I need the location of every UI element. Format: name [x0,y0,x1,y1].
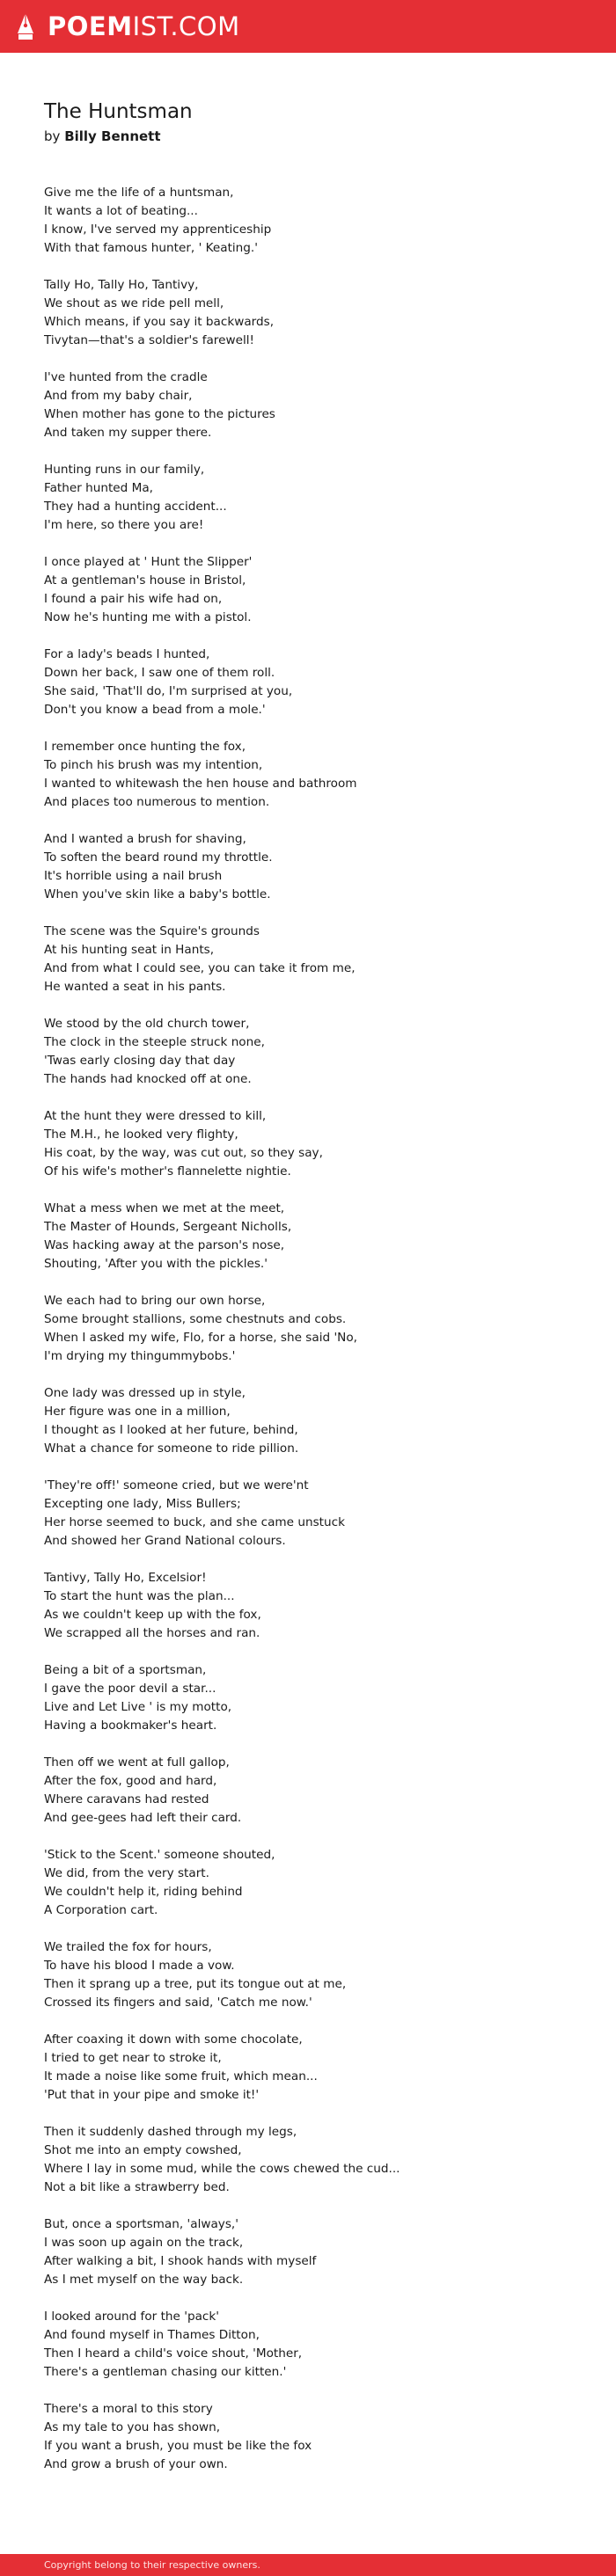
poem-line: I'm drying my thingummybobs.' [44,1349,236,1363]
poem-line: With that famous hunter, ' Keating.' [44,241,258,255]
poem-stanza [44,830,572,904]
poem-stanza [44,2400,572,2474]
poem-line: At the hunt they were dressed to kill, [44,1109,267,1123]
poem-line: The clock in the steeple struck none, [44,1035,265,1049]
poem-line: As we couldn't keep up with the fox, [44,1608,261,1622]
poem-title: The Huntsman [44,100,193,123]
poem-line: A Corporation cart. [44,1903,158,1917]
poem-line: Then it suddenly dashed through my legs, [44,2125,297,2139]
poem-line: One lady was dressed up in style, [44,1386,246,1400]
poem-line: It's horrible using a nail brush [44,869,223,883]
poem-line: It wants a lot of beating... [44,204,198,218]
poem-line: When mother has gone to the pictures [44,407,275,421]
poem-line: 'Put that in your pipe and smoke it!' [44,2088,260,2102]
poem-line: There's a moral to this story [44,2402,213,2416]
poem-line: Having a bookmaker's heart. [44,1719,217,1733]
poem-line: And gee-gees had left their card. [44,1811,242,1825]
poem-line: Shot me into an empty cowshed, [44,2143,242,2157]
poem-line: Where I lay in some mud, while the cows chewed the cud... [44,2162,400,2176]
brand-name-light: IST.COM [132,11,240,41]
poem-stanza [44,553,572,627]
poem-line: Her horse seemed to buck, and she came unstuck [44,1515,345,1529]
poem-line: It made a noise like some fruit, which mean... [44,2069,318,2083]
poem-stanza [44,1384,572,1458]
byline-prefix: by [44,128,61,144]
poem-line: Live and Let Live ' is my motto, [44,1700,232,1714]
poem-line: The M.H., he looked very flighty, [44,1127,238,1142]
poem-line: Then I heard a child's voice shout, 'Mother, [44,2346,303,2361]
poem-stanza [44,923,572,996]
poem-stanza [44,2308,572,2382]
brand-name-bold: POEM [48,11,133,41]
poem-line: When I asked my wife, Flo, for a horse, she said 'No, [44,1331,357,1345]
poem-line: What a chance for someone to ride pillion. [44,1441,299,1456]
poem-line: After the fox, good and hard, [44,1774,217,1788]
poem-line: To pinch his brush was my intention, [44,758,263,772]
poem-line: And showed her Grand National colours. [44,1534,286,1548]
poem-line: When you've skin like a baby's bottle. [44,887,271,901]
poem-line: And found myself in Thames Ditton, [44,2328,260,2342]
poem-line: As my tale to you has shown, [44,2420,221,2434]
poem-line: I'm here, so there you are! [44,518,204,532]
poem-line: She said, 'That'll do, I'm surprised at you, [44,684,293,698]
poem-line: We stood by the old church tower, [44,1017,250,1031]
poem-byline [44,128,572,145]
poem-line: The Master of Hounds, Sergeant Nicholls, [44,1220,292,1234]
poem-line: He wanted a seat in his pants. [44,980,226,994]
poem-line: I was soon up again on the track, [44,2236,244,2250]
poem-line: Tivytan—that's a soldier's farewell! [44,333,254,347]
poem-line: They had a hunting accident... [44,500,227,514]
poem-line: Being a bit of a sportsman, [44,1663,207,1677]
site-footer [0,2554,616,2576]
poem-line: I thought as I looked at her future, behind, [44,1423,298,1437]
poem-line: We each had to bring our own horse, [44,1294,266,1308]
poem-line: And grow a brush of your own. [44,2457,228,2471]
poem-stanza [44,2215,572,2289]
poem-line: There's a gentleman chasing our kitten.' [44,2365,287,2379]
poem-line: Not a bit like a strawberry bed. [44,2180,230,2194]
poem-line: I found a pair his wife had on, [44,592,223,606]
poem-stanza [44,1200,572,1273]
poem-line: As I met myself on the way back. [44,2273,244,2287]
poem-stanza [44,1846,572,1920]
poem-line: For a lady's beads I hunted, [44,647,210,661]
poem-stanza [44,461,572,535]
poem-line: Of his wife's mother's flannelette nightie. [44,1164,291,1179]
poem-line: Excepting one lady, Miss Bullers; [44,1497,241,1511]
poem-stanza [44,2123,572,2197]
poem-stanza [44,1107,572,1181]
poem-stanza [44,1015,572,1089]
poem-line: We couldn't help it, riding behind [44,1885,243,1899]
poem-line: We did, from the very start. [44,1866,209,1880]
poem-line: To start the hunt was the plan... [44,1589,235,1603]
poem-stanza [44,184,572,258]
poem-line: We shout as we ride pell mell, [44,296,224,310]
poem-line: I know, I've served my apprenticeship [44,223,272,237]
poem-stanza [44,1661,572,1735]
poem-line: And I wanted a brush for shaving, [44,832,246,846]
poem-line: I tried to get near to stroke it, [44,2051,222,2065]
poem-line: Crossed its fingers and said, 'Catch me now.' [44,1996,312,2010]
poem-line: 'Twas early closing day that day [44,1054,236,1068]
poem-line: His coat, by the way, was cut out, so they say, [44,1146,323,1160]
poem-stanza [44,2031,572,2105]
poem-line: And from what I could see, you can take it from me, [44,961,356,975]
poem-line: At his hunting seat in Hants, [44,943,215,957]
poem-line: Then off we went at full gallop, [44,1755,230,1770]
poem-stanza [44,1569,572,1643]
poem-line: 'They're off!' someone cried, but we were'nt [44,1478,309,1492]
poem-line: I remember once hunting the fox, [44,740,246,754]
poem-stanza [44,738,572,812]
poem-line: 'Stick to the Scent.' someone shouted, [44,1848,275,1862]
poem-line: What a mess when we met at the meet, [44,1201,285,1215]
poem-line: Give me the life of a huntsman, [44,186,234,200]
poem-line: Which means, if you say it backwards, [44,315,275,329]
site-logo[interactable] [16,11,240,41]
pen-nib-icon [16,12,35,40]
poem-line: If you want a brush, you must be like the fox [44,2439,312,2453]
poem-line: Was hacking away at the parson's nose, [44,1238,285,1252]
poem-stanza [44,369,572,442]
poem-line: And places too numerous to mention. [44,795,270,809]
poem-line: The hands had knocked off at one. [44,1072,252,1086]
poem-line: After coaxing it down with some chocolate, [44,2032,303,2047]
poem-stanza [44,1754,572,1828]
poem-line: But, once a sportsman, 'always,' [44,2217,238,2231]
poem-line: And taken my supper there. [44,426,212,440]
poem-line: I wanted to whitewash the hen house and bathroom [44,777,357,791]
poem-line: And from my baby chair, [44,389,193,403]
poem-line: To soften the beard round my throttle. [44,850,273,865]
poem-stanza [44,1292,572,1366]
poem-line: At a gentleman's house in Bristol, [44,573,246,587]
poem-line: To have his blood I made a vow. [44,1959,235,1973]
poem-content [44,99,572,2492]
poem-stanza [44,276,572,350]
poem-line: Her figure was one in a million, [44,1405,231,1419]
author-link[interactable]: Billy Bennett [64,128,161,144]
poem-line: Down her back, I saw one of them roll. [44,666,275,680]
poem-line: Hunting runs in our family, [44,463,205,477]
copyright-notice: Copyright belong to their respective owners. [44,2559,260,2571]
poem-line: We scrapped all the horses and ran. [44,1626,260,1640]
poem-line: Where caravans had rested [44,1792,209,1806]
poem-stanza [44,1938,572,2012]
poem-line: Tantivy, Tally Ho, Excelsior! [44,1571,207,1585]
poem-line: Then it sprang up a tree, put its tongue out at me, [44,1977,347,1991]
poem-line: Father hunted Ma, [44,481,153,495]
poem-line: Some brought stallions, some chestnuts and cobs. [44,1312,347,1326]
poem-stanza [44,1477,572,1551]
poem-line: Don't you know a bead from a mole.' [44,703,266,717]
poem-line: Shouting, 'After you with the pickles.' [44,1257,268,1271]
poem-line: After walking a bit, I shook hands with myself [44,2254,317,2268]
poem-line: The scene was the Squire's grounds [44,924,260,938]
poem-line: I once played at ' Hunt the Slipper' [44,555,253,569]
poem-stanza [44,646,572,719]
poem-line: I looked around for the 'pack' [44,2310,219,2324]
poem-line: Now he's hunting me with a pistol. [44,610,252,624]
poem-line: I gave the poor devil a star... [44,1682,216,1696]
poem-line: Tally Ho, Tally Ho, Tantivy, [44,278,199,292]
poem-line: I've hunted from the cradle [44,370,208,384]
site-header [0,0,616,53]
poem-body [44,184,572,2474]
poem-line: We trailed the fox for hours, [44,1940,212,1954]
